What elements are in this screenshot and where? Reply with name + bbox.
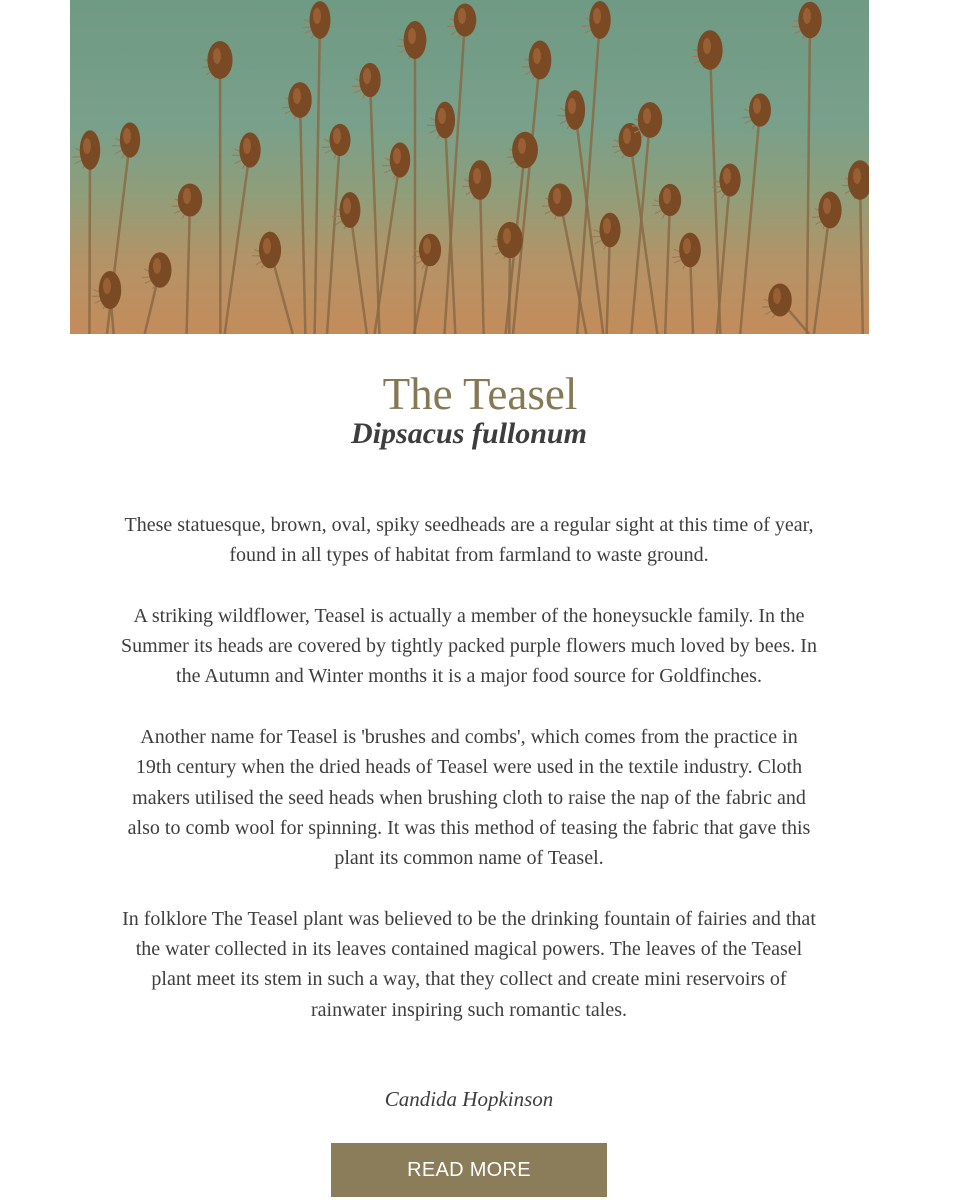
teasel-seedhead	[412, 234, 441, 269]
teasel-stem	[513, 60, 540, 334]
teasel-stem	[375, 160, 400, 334]
teasel-seedhead	[652, 184, 681, 219]
teasel-seedhead	[582, 1, 611, 39]
teasel-seedhead	[142, 252, 171, 289]
teasel-seedhead	[252, 232, 281, 269]
teasel-stem	[225, 150, 250, 334]
teasel-seedhead	[302, 1, 330, 39]
teasel-seedhead	[232, 132, 261, 168]
teasel-seedheads-illustration	[70, 0, 869, 334]
teasel-stem	[480, 180, 484, 334]
teasel-seedhead	[522, 40, 551, 79]
teasel-seedhead	[322, 124, 350, 159]
teasel-seedhead	[592, 213, 621, 250]
teasel-seedhead	[842, 160, 869, 199]
teasel-stem	[717, 180, 730, 334]
teasel-seedhead	[692, 30, 723, 70]
teasel-seedhead	[672, 233, 701, 269]
teasel-stem	[740, 110, 760, 334]
teasel-hero-image	[70, 0, 869, 334]
teasel-seedhead	[542, 183, 572, 219]
article-body	[120, 510, 818, 1055]
teasel-seedhead	[92, 271, 121, 309]
article-paragraph: Another name for Teasel is 'brushes and combs', which comes from the practice in 19th century when the dried heads of Teasel were used in the textile industry. Cloth makers utilised the seed heads when brushing cloth to raise the nap of the fabric and also to comb wool for spinning. It was this method of teasing the fabric that gave this plant its common name of Teasel.	[127, 726, 811, 870]
teasel-stem	[89, 150, 90, 334]
teasel-stem	[807, 20, 810, 334]
teasel-seedhead	[112, 122, 140, 158]
teasel-seedhead	[812, 192, 841, 229]
article-title: The Teasel	[382, 369, 578, 419]
article-author: Candida Hopkinson	[384, 1087, 554, 1111]
teasel-seedhead	[397, 21, 426, 59]
teasel-stem	[665, 200, 670, 334]
teasel-seedhead	[507, 132, 538, 169]
teasel-seedhead	[492, 222, 523, 259]
article-subtitle: Dipsacus fullonum	[351, 417, 587, 450]
teasel-seedhead	[282, 82, 312, 119]
teasel-stem	[814, 210, 830, 334]
teasel-seedhead	[427, 102, 455, 139]
teasel-seedhead	[72, 130, 100, 169]
teasel-seedhead	[557, 90, 585, 130]
teasel-seedhead	[462, 160, 491, 200]
article-paragraph: These statuesque, brown, oval, spiky seedheads are a regular sight at this time of year, found in all types of habitat from farmland to waste ground.	[124, 514, 814, 567]
teasel-seedhead	[447, 4, 476, 39]
teasel-seedhead	[202, 41, 232, 79]
teasel-seedhead	[172, 183, 202, 218]
teasel-stem	[315, 20, 320, 334]
article-paragraph: A striking wildflower, Teasel is actually a member of the honeysuckle family. In the Summer its heads are covered by tightly packed purple flowers much loved by bees. In the Autumn and Winter months it is a major food source for Goldfinches.	[121, 604, 817, 688]
teasel-stem	[350, 210, 367, 334]
teasel-stem	[860, 180, 863, 334]
teasel-seedhead	[762, 283, 792, 318]
teasel-seedhead	[792, 2, 822, 39]
read-more-button[interactable]: READ MORE	[331, 1143, 607, 1197]
teasel-stem	[327, 140, 340, 334]
teasel-seedhead	[382, 142, 410, 179]
teasel-stem	[300, 100, 305, 334]
teasel-seedhead	[742, 93, 771, 128]
teasel-seedhead	[352, 63, 381, 99]
teasel-seedhead	[712, 163, 741, 198]
teasel-seedhead	[612, 123, 641, 158]
teasel-stem	[370, 80, 379, 334]
article-paragraph: In folklore The Teasel plant was believed to be the drinking fountain of fairies and that the water collected in its leaves contained magical powers. The leaves of the Teasel plant meet its stem in such a way, that they collect and create mini reservoirs of rainwater inspiring such romantic tales.	[122, 907, 816, 1021]
teasel-stem	[187, 200, 190, 334]
